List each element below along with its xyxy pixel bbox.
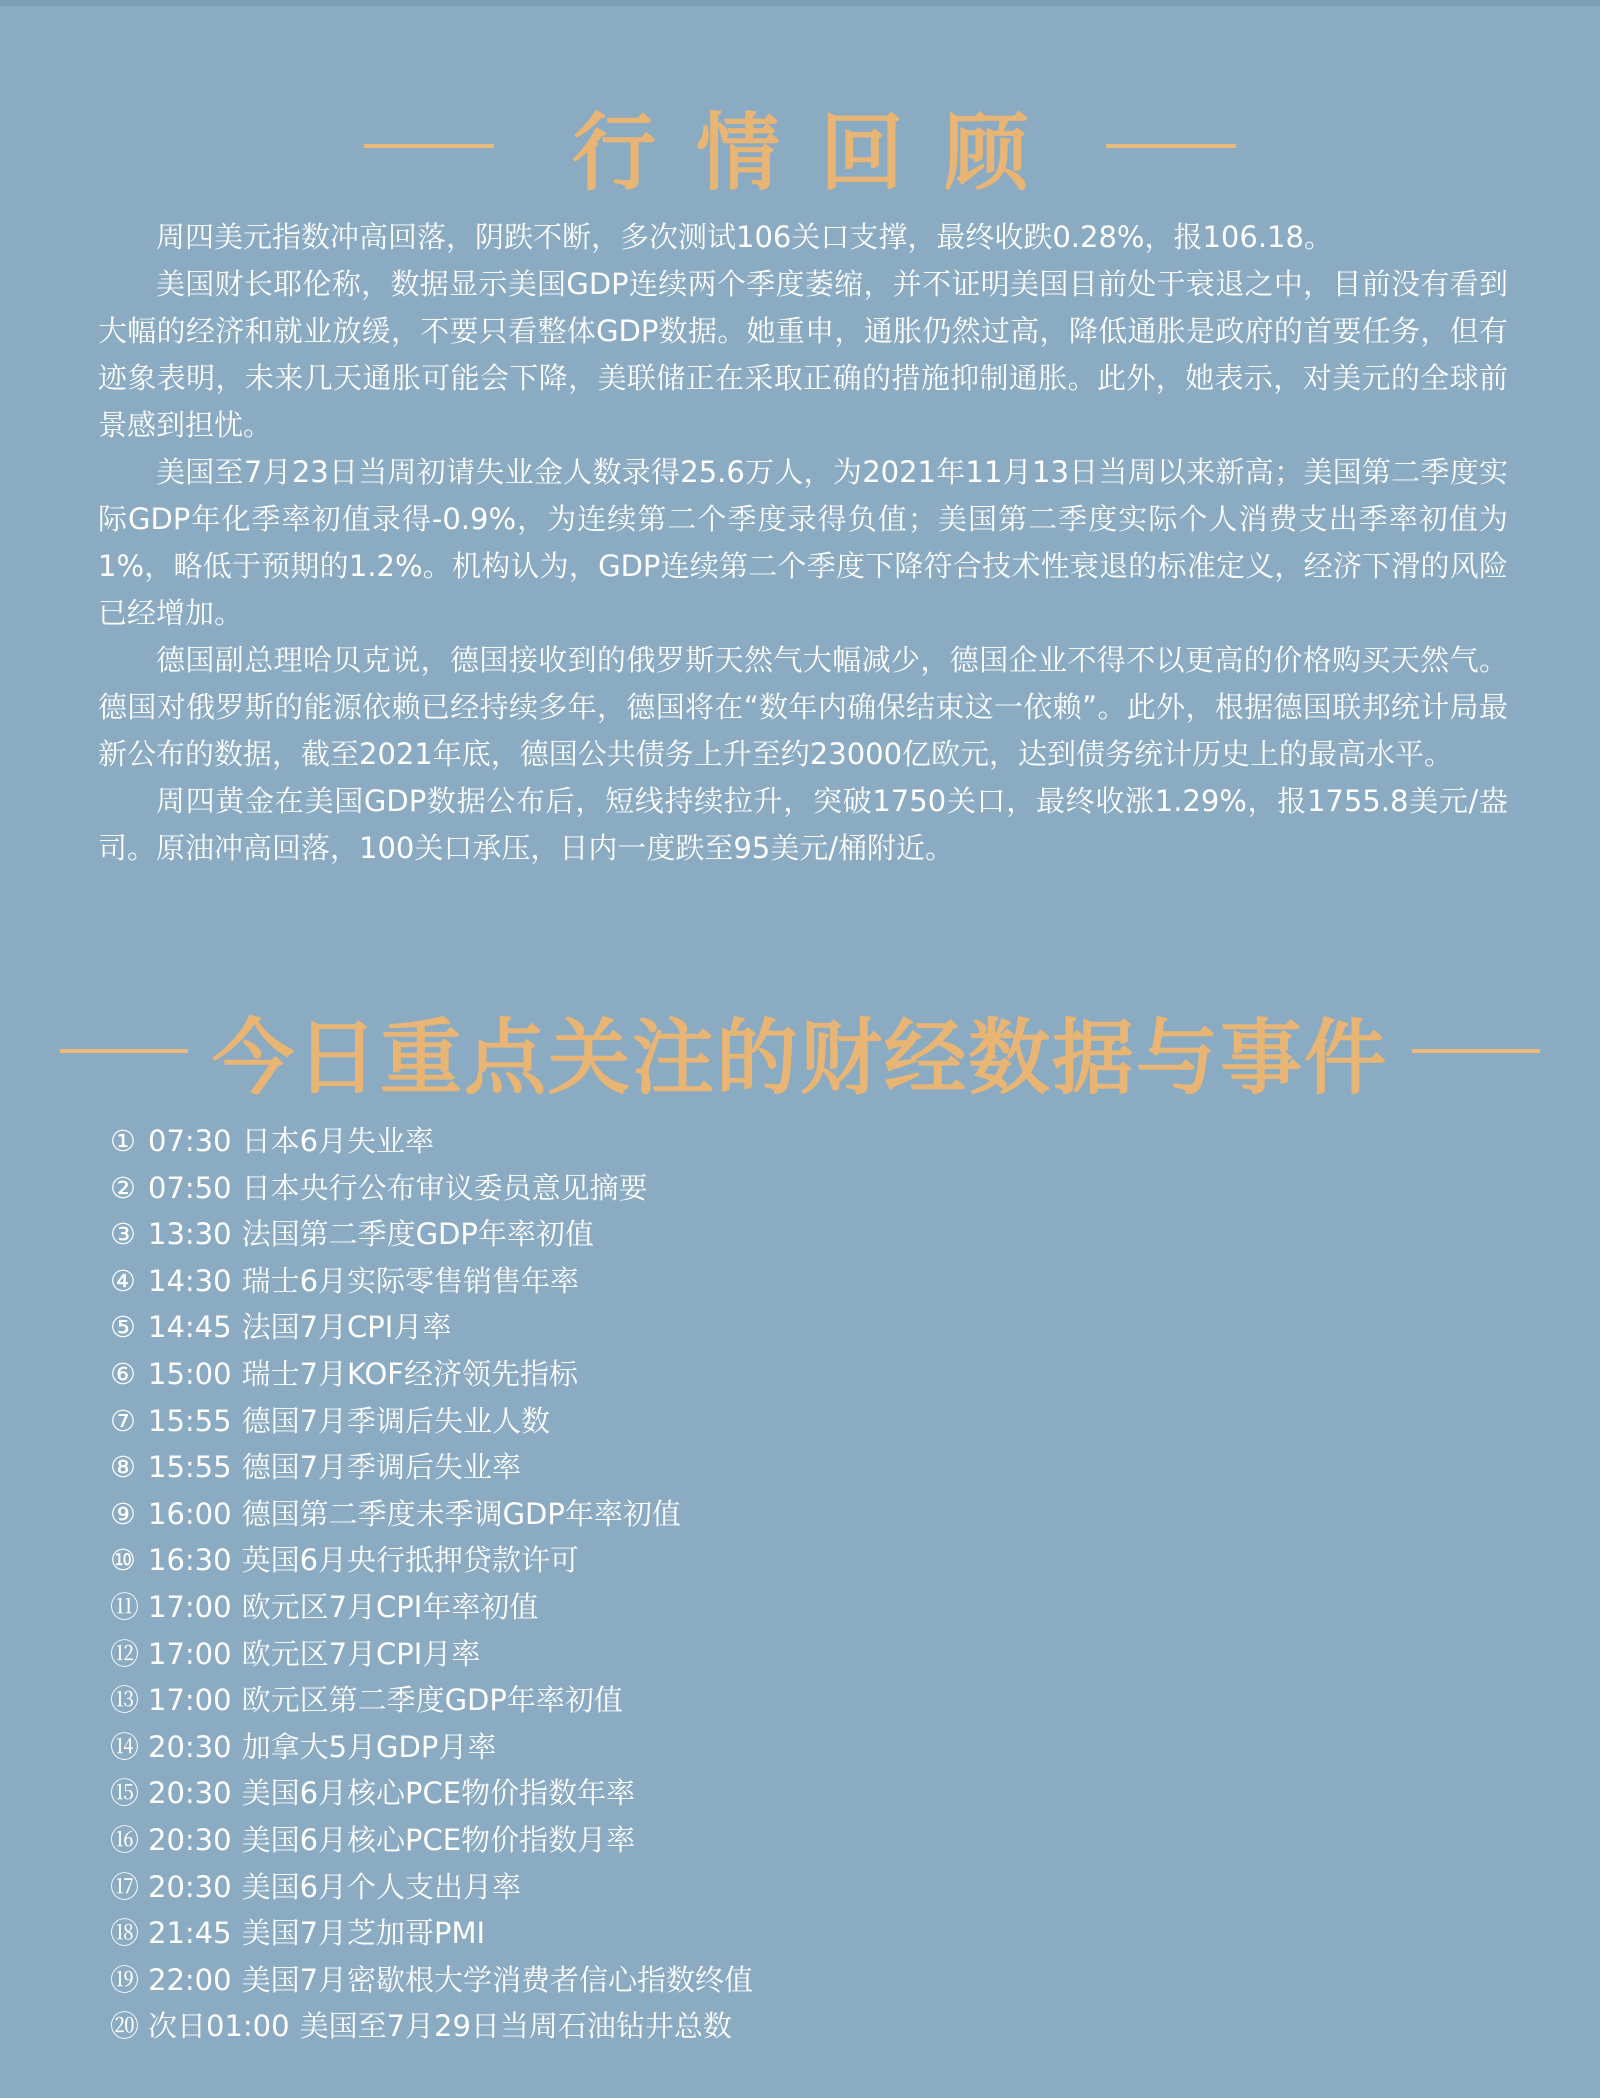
event-item (110, 1211, 1410, 1258)
event-number: ⑱ (110, 1916, 140, 1951)
event-description: 美国至7月29日当周石油钻井总数 (299, 2009, 732, 2044)
event-number: ⑥ (110, 1356, 136, 1391)
event-item (110, 2003, 1410, 2050)
event-item (110, 1537, 1410, 1584)
event-time: 14:30 (148, 1263, 232, 1298)
event-number: ⑯ (110, 1822, 140, 1857)
review-paragraph: 周四黄金在美国GDP数据公布后，短线持续拉升，突破1750关口，最终收涨1.29%，报1755.8美元/盎司。原油冲高回落，100关口承压，日内一度跌至95美元/桶附近。 (98, 784, 1508, 865)
event-time: 17:00 (148, 1636, 232, 1671)
event-time: 15:55 (148, 1450, 232, 1485)
event-number: ⑤ (110, 1310, 136, 1345)
event-number: ⑰ (110, 1869, 140, 1904)
event-item (110, 1491, 1410, 1538)
event-description: 法国第二季度GDP年率初值 (241, 1217, 594, 1252)
event-number: ⑩ (110, 1543, 136, 1578)
event-description: 日本6月失业率 (241, 1124, 435, 1158)
event-number: ⑧ (110, 1450, 136, 1485)
event-number: ⑮ (110, 1776, 140, 1811)
event-time: 20:30 (148, 1776, 232, 1811)
heading-line-left (364, 144, 494, 148)
event-time: 20:30 (148, 1729, 232, 1764)
event-description: 日本央行公布审议委员意见摘要 (241, 1170, 648, 1205)
market-review-title: 行情回顾 (571, 103, 1068, 202)
event-description: 美国6月核心PCE物价指数月率 (241, 1822, 636, 1857)
event-item (110, 1957, 1410, 2004)
event-number: ④ (110, 1263, 136, 1298)
event-time: 07:30 (148, 1124, 232, 1158)
event-item (110, 1817, 1410, 1864)
event-number: ⑫ (110, 1636, 140, 1671)
event-time: 21:45 (148, 1916, 232, 1951)
event-time: 15:00 (148, 1356, 232, 1391)
event-number: ⑦ (110, 1403, 136, 1438)
heading-line-left (60, 1049, 188, 1053)
event-item (110, 1304, 1410, 1351)
event-item (110, 1258, 1410, 1305)
event-item (110, 1351, 1410, 1398)
event-time: 17:00 (148, 1683, 232, 1718)
event-time: 16:00 (148, 1496, 232, 1531)
event-item (110, 1770, 1410, 1817)
event-item (110, 1165, 1410, 1212)
event-number: ⑳ (110, 2009, 140, 2044)
event-time: 15:55 (148, 1403, 232, 1438)
event-description: 美国7月芝加哥PMI (241, 1916, 486, 1951)
events-heading (0, 996, 1600, 1106)
event-item (110, 1118, 1410, 1165)
event-item (110, 1910, 1410, 1957)
event-description: 德国7月季调后失业率 (241, 1450, 522, 1485)
event-description: 瑞士7月KOF经济领先指标 (241, 1356, 578, 1391)
event-description: 美国6月个人支出月率 (241, 1869, 522, 1904)
event-description: 欧元区第二季度GDP年率初值 (241, 1683, 623, 1718)
event-time: 13:30 (148, 1217, 232, 1252)
event-description: 加拿大5月GDP月率 (241, 1729, 497, 1764)
event-description: 美国6月核心PCE物价指数年率 (241, 1776, 636, 1811)
events-title: 今日重点关注的财经数据与事件 (211, 1010, 1388, 1106)
review-paragraph: 美国至7月23日当周初请失业金人数录得25.6万人，为2021年11月13日当周以来新高；美国第二季度实际GDP年化季率初值录得-0.9%，为连续第二个季度录得负值；美国第二季度实际个人消费支出季率初值为1%，略低于预期的1.2%。机构认为，GDP连续第二个季度下降符合技术性衰退的标准定义，经济下滑的风险已经增加。 (98, 455, 1508, 630)
events-list (110, 1118, 1410, 2050)
event-item (110, 1444, 1410, 1491)
heading-line-right (1412, 1049, 1540, 1053)
review-paragraph: 美国财长耶伦称，数据显示美国GDP连续两个季度萎缩，并不证明美国目前处于衰退之中，目前没有看到大幅的经济和就业放缓，不要只看整体GDP数据。她重申，通胀仍然过高，降低通胀是政府的首要任务，但有迹象表明，未来几天通胀可能会下降，美联储正在采取正确的措施抑制通胀。此外，她表示，对美元的全球前景感到担忧。 (98, 267, 1508, 442)
event-item (110, 1631, 1410, 1678)
event-item (110, 1584, 1410, 1631)
heading-line-right (1106, 144, 1236, 148)
event-number: ① (110, 1124, 136, 1158)
event-time: 14:45 (148, 1310, 232, 1345)
event-description: 法国7月CPI月率 (241, 1310, 452, 1345)
event-time: 17:00 (148, 1589, 232, 1624)
event-description: 欧元区7月CPI年率初值 (241, 1589, 539, 1624)
event-description: 德国7月季调后失业人数 (241, 1403, 551, 1438)
review-paragraph: 德国副总理哈贝克说，德国接收到的俄罗斯天然气大幅减少，德国企业不得不以更高的价格购买天然气。德国对俄罗斯的能源依赖已经持续多年，德国将在“数年内确保结束这一依赖”。此外，根据德国联邦统计局最新公布的数据，截至2021年底，德国公共债务上升至约23000亿欧元，达到债务统计历史上的最高水平。 (98, 643, 1508, 771)
market-review-body (98, 214, 1508, 872)
event-number: ⑲ (110, 1962, 140, 1997)
event-item (110, 1677, 1410, 1724)
event-item (110, 1724, 1410, 1771)
top-strip (0, 0, 1600, 6)
event-number: ② (110, 1170, 136, 1205)
event-time: 16:30 (148, 1543, 232, 1578)
event-time: 07:50 (148, 1170, 232, 1205)
event-number: ③ (110, 1217, 136, 1252)
event-item (110, 1398, 1410, 1445)
event-description: 英国6月央行抵押贷款许可 (241, 1543, 580, 1578)
event-description: 瑞士6月实际零售销售年率 (241, 1263, 580, 1298)
event-description: 欧元区7月CPI月率 (241, 1636, 481, 1671)
event-description: 美国7月密歇根大学消费者信心指数终值 (241, 1962, 754, 1997)
market-review-heading (0, 96, 1600, 202)
event-number: ⑭ (110, 1729, 140, 1764)
review-paragraph: 周四美元指数冲高回落，阴跌不断，多次测试106关口支撑，最终收跌0.28%，报106.18。 (156, 220, 1333, 254)
event-number: ⑬ (110, 1683, 140, 1718)
event-number: ⑪ (110, 1589, 140, 1624)
event-time: 20:30 (148, 1869, 232, 1904)
event-number: ⑨ (110, 1496, 136, 1531)
event-time: 次日01:00 (148, 2009, 290, 2044)
event-time: 22:00 (148, 1962, 232, 1997)
event-description: 德国第二季度未季调GDP年率初值 (241, 1496, 681, 1531)
event-time: 20:30 (148, 1822, 232, 1857)
event-item (110, 1864, 1410, 1911)
